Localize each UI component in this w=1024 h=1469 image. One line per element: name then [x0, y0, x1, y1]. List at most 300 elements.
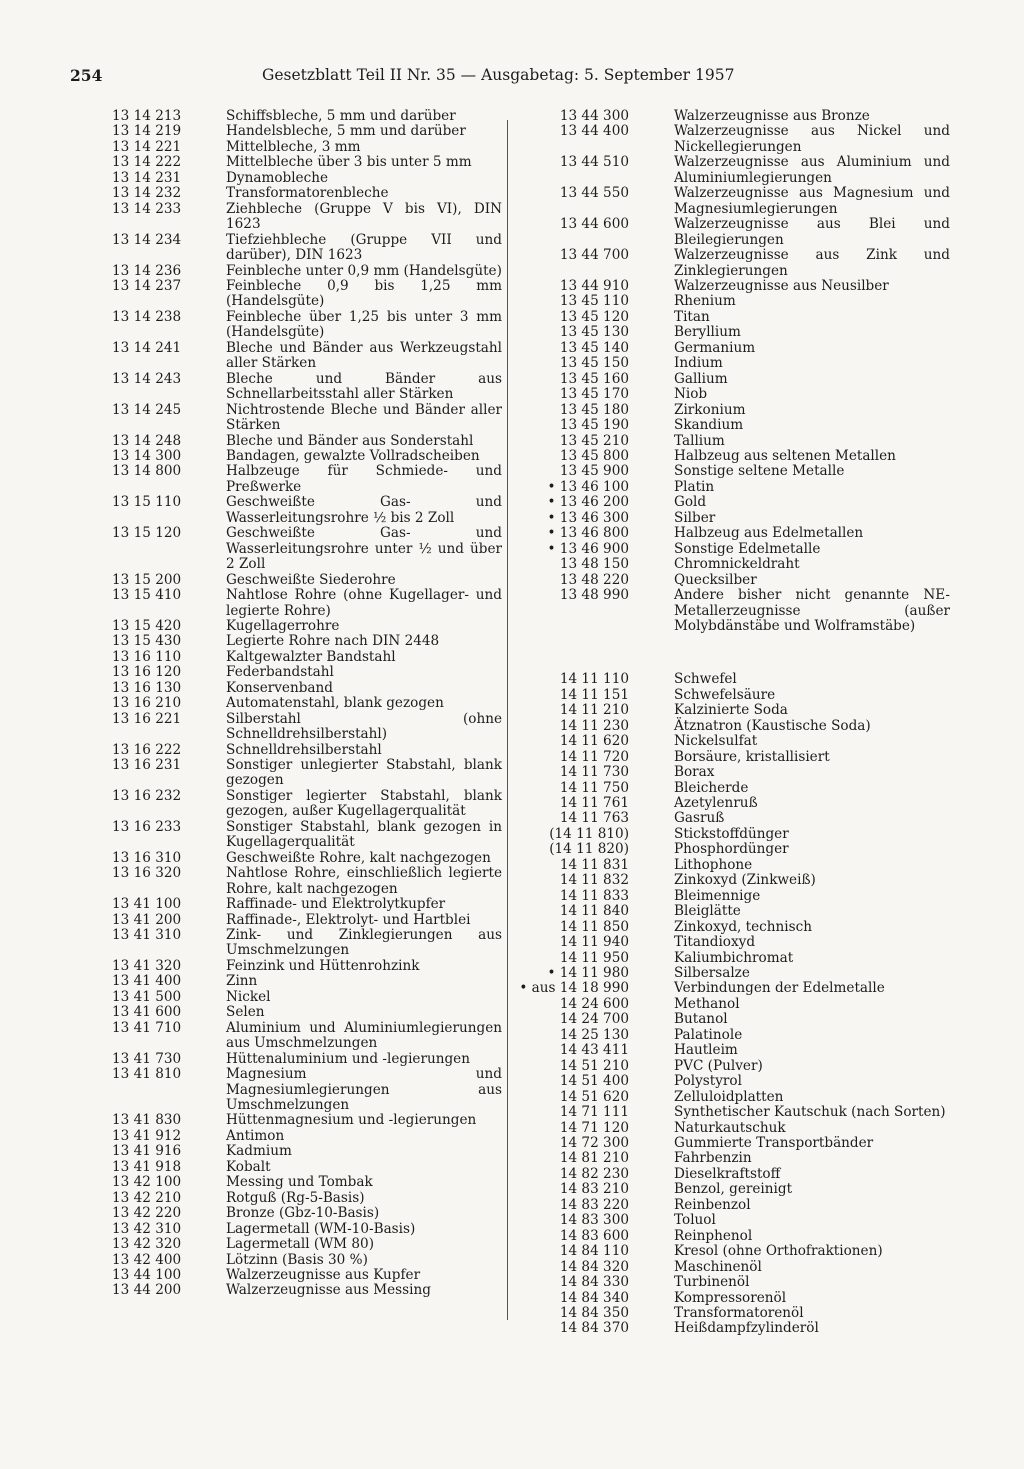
list-item: [112, 573, 502, 588]
item-code: • 13 46 200: [547, 494, 629, 511]
item-code: 13 42 210: [112, 1189, 182, 1206]
item-code: 13 14 300: [112, 447, 182, 464]
list-item: [518, 1213, 950, 1228]
item-name: Phosphordünger: [674, 841, 789, 858]
list-item: [518, 1182, 950, 1197]
list-item: [518, 703, 950, 718]
list-item: [518, 951, 950, 966]
item-code: 14 84 320: [559, 1258, 629, 1275]
list-item: [518, 557, 950, 572]
item-name: Azetylenruß: [674, 795, 758, 812]
list-item: [112, 665, 502, 680]
item-name: Verbindungen der Edelmetalle: [674, 980, 885, 997]
item-name: Bleimennige: [674, 887, 761, 904]
item-code: 14 11 620: [559, 733, 629, 750]
item-name: Halbzeug aus Edelmetallen: [674, 525, 864, 542]
item-code: 13 45 900: [559, 463, 629, 480]
item-code: 13 41 320: [112, 957, 182, 974]
item-name: Aluminium und Aluminiumlegierungen aus Umschmelzungen: [226, 1019, 502, 1052]
item-code: 13 14 234: [112, 231, 182, 248]
item-name: Chromnickeldraht: [674, 556, 800, 573]
item-name: Bleche und Bänder aus Werkzeugstahl aller Stärken: [226, 339, 502, 372]
item-code: 13 14 800: [112, 463, 182, 480]
list-item: [518, 1012, 950, 1027]
list-item: [112, 990, 502, 1005]
item-code: 14 43 411: [559, 1042, 629, 1059]
item-name: Turbinenöl: [674, 1274, 750, 1291]
list-item: [518, 341, 950, 356]
item-name: Rotguß (Rg-5-Basis): [226, 1189, 365, 1206]
item-name: Kalzinierte Soda: [674, 702, 788, 719]
item-name: Skandium: [674, 417, 744, 434]
list-item: [518, 1198, 950, 1213]
item-code: 13 45 190: [559, 417, 629, 434]
item-code: 14 11 833: [559, 887, 629, 904]
list-item: [518, 186, 950, 217]
item-name: Nickelsulfat: [674, 733, 758, 750]
item-code: 13 45 210: [559, 432, 629, 449]
item-name: Tallium: [674, 432, 725, 449]
item-code: 13 16 210: [112, 695, 182, 712]
item-code: 13 44 400: [559, 123, 629, 140]
item-code: 14 83 210: [559, 1181, 629, 1198]
item-code: 14 11 110: [559, 671, 629, 688]
list-item: [112, 372, 502, 403]
column-divider: [507, 120, 508, 1320]
item-name: Heißdampfzylinderöl: [674, 1320, 819, 1337]
item-name: Benzol, gereinigt: [674, 1181, 793, 1198]
list-item: [518, 356, 950, 371]
item-code: • 13 46 300: [547, 509, 629, 526]
item-code: 13 14 233: [112, 200, 182, 217]
item-name: Automatenstahl, blank gezogen: [226, 695, 444, 712]
item-name: Lagermetall (WM 80): [226, 1236, 375, 1253]
list-item: [112, 341, 502, 372]
list-item: [112, 1222, 502, 1237]
item-name: Bleche und Bänder aus Schnellarbeitsstahl aller Stärken: [226, 370, 502, 403]
item-name: Sonstiger Stabstahl, blank gezogen in Kugellagerqualität: [226, 818, 502, 851]
list-item: [518, 1275, 950, 1290]
item-name: Transformatorenöl: [674, 1304, 804, 1321]
list-item: [518, 480, 950, 495]
item-name: Mittelbleche über 3 bis unter 5 mm: [226, 154, 472, 171]
item-code: 14 82 230: [559, 1165, 629, 1182]
item-name: Kadmium: [226, 1143, 292, 1160]
list-item: [518, 1074, 950, 1089]
list-item: [112, 449, 502, 464]
item-name: Feinbleche 0,9 bis 1,25 mm (Handelsgüte): [226, 277, 502, 310]
item-code: 13 44 600: [559, 216, 629, 233]
item-code: 14 71 120: [559, 1119, 629, 1136]
list-item: [112, 913, 502, 928]
item-name: Magnesium und Magnesiumlegierungen aus Umschmelzungen: [226, 1066, 502, 1113]
item-name: Walzerzeugnisse aus Kupfer: [226, 1266, 421, 1283]
list-item: [518, 449, 950, 464]
item-code: 13 14 231: [112, 169, 182, 186]
list-item: [518, 827, 950, 842]
item-name: Palatinole: [674, 1026, 743, 1043]
item-code: 13 14 237: [112, 277, 182, 294]
item-code: 13 16 222: [112, 741, 182, 758]
item-code: 14 11 761: [559, 795, 629, 812]
item-name: Borsäure, kristallisiert: [674, 748, 830, 765]
list-item: [518, 935, 950, 950]
item-code: 14 11 151: [559, 686, 629, 703]
item-name: Bleiglätte: [674, 903, 741, 920]
list-item: [518, 434, 950, 449]
item-code: 14 84 350: [559, 1304, 629, 1321]
list-item: [112, 959, 502, 974]
list-item: [112, 681, 502, 696]
gazette-title: Gesetzblatt Teil II Nr. 35 — Ausgabetag: 5. September 1957: [262, 66, 735, 84]
item-code: 14 84 330: [559, 1274, 629, 1291]
list-item: [112, 310, 502, 341]
list-item: [518, 889, 950, 904]
list-item: [518, 511, 950, 526]
item-code: 13 44 550: [559, 185, 629, 202]
item-code: 13 15 120: [112, 525, 182, 542]
item-name: Zirkonium: [674, 401, 746, 418]
list-item: [518, 1244, 950, 1259]
item-code: 13 14 241: [112, 339, 182, 356]
list-item: [518, 1028, 950, 1043]
list-item: [518, 811, 950, 826]
item-code: 13 42 320: [112, 1236, 182, 1253]
item-code: 14 84 110: [559, 1243, 629, 1260]
list-item: [112, 140, 502, 155]
list-item: [112, 171, 502, 186]
list-item: [112, 758, 502, 789]
item-code: 13 16 231: [112, 757, 182, 774]
list-item: [112, 1268, 502, 1283]
list-item: [518, 588, 950, 634]
item-code: 14 11 950: [559, 949, 629, 966]
item-code: 14 83 220: [559, 1196, 629, 1213]
item-name: Dieselkraftstoff: [674, 1165, 781, 1182]
list-item: [518, 1136, 950, 1151]
item-code: 14 72 300: [559, 1135, 629, 1151]
item-code: 14 83 600: [559, 1227, 629, 1244]
item-name: Kresol (ohne Orthofraktionen): [674, 1243, 883, 1260]
list-item: [518, 858, 950, 873]
item-name: Hüttenmagnesium und -legierungen: [226, 1112, 477, 1129]
item-code: 13 14 243: [112, 370, 182, 387]
item-code: • 14 11 980: [547, 965, 629, 982]
item-name: Konservenband: [226, 679, 333, 696]
list-item: [112, 526, 502, 572]
item-name: Sonstiger unlegierter Stabstahl, blank gezogen: [226, 757, 502, 789]
item-code: 14 24 700: [559, 1011, 629, 1028]
page-header: [70, 66, 970, 86]
item-code: 13 14 222: [112, 154, 182, 171]
item-name: Lagermetall (WM-10-Basis): [226, 1220, 416, 1237]
item-code: 13 16 120: [112, 664, 182, 681]
list-item: [518, 279, 950, 294]
item-name: Kugellagerrohre: [226, 617, 340, 634]
item-code: 13 16 130: [112, 679, 182, 696]
list-item: [518, 796, 950, 811]
item-name: Selen: [226, 1004, 265, 1021]
list-item: [518, 387, 950, 402]
list-item: [518, 981, 950, 996]
list-item: [518, 842, 950, 857]
list-item: [518, 1043, 950, 1058]
list-item: [518, 403, 950, 418]
list-item: [518, 248, 950, 279]
list-item: [112, 279, 502, 310]
item-code: 13 15 200: [112, 571, 182, 588]
list-item: [518, 573, 950, 588]
item-code: 13 41 730: [112, 1050, 182, 1067]
item-code: 13 41 200: [112, 911, 182, 928]
item-code: (14 11 810): [549, 825, 629, 842]
list-item: [112, 712, 502, 743]
item-name: Walzerzeugnisse aus Bronze: [674, 108, 870, 124]
item-name: Titan: [674, 308, 710, 325]
item-name: Synthetischer Kautschuk (nach Sorten): [674, 1104, 946, 1121]
item-code: 14 51 400: [559, 1073, 629, 1090]
item-name: Geschweißte Gas- und Wasserleitungsrohre ½ bis 2 Zoll: [226, 494, 502, 526]
item-name: PVC (Pulver): [674, 1057, 763, 1074]
list-item: [112, 634, 502, 649]
item-name: Kompressorenöl: [674, 1289, 787, 1306]
item-name: Fahrbenzin: [674, 1150, 752, 1167]
item-code: 14 84 340: [559, 1289, 629, 1306]
item-name: Tiefziehbleche (Gruppe VII und darüber), DIN 1623: [226, 231, 502, 264]
item-code: 14 24 600: [559, 995, 629, 1012]
item-code: 13 41 830: [112, 1112, 182, 1129]
item-code: 14 11 763: [559, 810, 629, 827]
list-item: [112, 1067, 502, 1113]
list-item: [518, 217, 950, 248]
item-name: Reinphenol: [674, 1227, 753, 1244]
item-name: Sonstige Edelmetalle: [674, 540, 821, 557]
list-item: [518, 542, 950, 557]
list-item: [518, 1260, 950, 1275]
list-item: [112, 186, 502, 201]
item-code: 13 44 700: [559, 247, 629, 264]
item-code: 14 11 730: [559, 764, 629, 781]
list-item: [112, 1129, 502, 1144]
item-code: 14 81 210: [559, 1150, 629, 1167]
item-name: Nahtlose Rohre (ohne Kugellager- und legierte Rohre): [226, 587, 502, 619]
item-code: 14 11 850: [559, 918, 629, 935]
item-code: 14 11 831: [559, 856, 629, 873]
item-code: 13 15 410: [112, 587, 182, 604]
item-name: Walzerzeugnisse aus Aluminium und Aluminiumlegierungen: [674, 154, 950, 186]
item-name: Kaltgewalzter Bandstahl: [226, 648, 396, 665]
list-item: [112, 1191, 502, 1206]
item-name: Gold: [674, 494, 707, 511]
item-name: Geschweißte Rohre, kalt nachgezogen: [226, 849, 491, 866]
list-item: [518, 765, 950, 780]
item-code: 13 41 916: [112, 1143, 182, 1160]
item-name: Halbzeuge für Schmiede- und Preßwerke: [226, 463, 502, 495]
item-name: Handelsbleche, 5 mm und darüber: [226, 123, 466, 140]
item-name: Gallium: [674, 370, 728, 387]
item-code: 13 14 232: [112, 185, 182, 202]
list-item: [518, 904, 950, 919]
list-item: [518, 1059, 950, 1074]
item-name: Indium: [674, 355, 723, 372]
item-name: Federbandstahl: [226, 664, 334, 681]
item-code: • 13 46 800: [547, 525, 629, 542]
list-item: [518, 418, 950, 433]
list-item: [518, 688, 950, 703]
item-code: 13 41 600: [112, 1004, 182, 1021]
list-item: [112, 820, 502, 851]
item-code: 13 14 236: [112, 262, 182, 279]
list-item: [112, 974, 502, 989]
list-item: [112, 202, 502, 233]
item-code: 13 14 245: [112, 401, 182, 418]
item-code: 13 41 810: [112, 1066, 182, 1083]
item-name: Messing und Tombak: [226, 1174, 373, 1191]
list-item: [518, 1167, 950, 1182]
item-name: Butanol: [674, 1011, 728, 1028]
list-item: [518, 966, 950, 981]
item-name: Reinbenzol: [674, 1196, 751, 1213]
list-item: [112, 851, 502, 866]
item-name: Ätznatron (Kaustische Soda): [674, 717, 871, 734]
item-code: 13 41 710: [112, 1019, 182, 1036]
item-code: 13 44 510: [559, 154, 629, 171]
item-name: Walzerzeugnisse aus Zink und Zinklegierungen: [674, 247, 950, 279]
item-code: 13 44 200: [112, 1282, 182, 1299]
list-item: [518, 310, 950, 325]
list-item: [518, 997, 950, 1012]
item-code: 13 41 918: [112, 1158, 182, 1175]
list-item: [518, 1105, 950, 1120]
item-code: 13 16 233: [112, 818, 182, 835]
item-name: Ziehbleche (Gruppe V bis VI), DIN 1623: [226, 200, 502, 233]
item-code: 13 14 221: [112, 138, 182, 155]
item-code: 14 25 130: [559, 1026, 629, 1043]
item-code: 13 16 320: [112, 865, 182, 882]
item-name: Walzerzeugnisse aus Nickel und Nickellegierungen: [674, 123, 950, 155]
item-name: Silbersalze: [674, 965, 750, 982]
list-item: [112, 1175, 502, 1190]
item-name: Bleicherde: [674, 779, 749, 796]
item-name: Walzerzeugnisse aus Neusilber: [674, 277, 889, 294]
item-code: 13 14 213: [112, 108, 182, 124]
item-code: 13 42 310: [112, 1220, 182, 1237]
list-item: [518, 920, 950, 935]
item-code: 14 83 300: [559, 1212, 629, 1229]
list-item: [112, 1237, 502, 1252]
item-code: 13 42 100: [112, 1174, 182, 1191]
item-code: 13 44 910: [559, 277, 629, 294]
list-item: [112, 1005, 502, 1020]
list-item: [518, 124, 950, 155]
item-name: Raffinade- und Elektrolytkupfer: [226, 896, 446, 913]
list-item: [112, 155, 502, 170]
item-name: Sonstige seltene Metalle: [674, 463, 845, 480]
item-code: 13 45 140: [559, 339, 629, 356]
list-item: [518, 1306, 950, 1321]
list-item: [112, 124, 502, 139]
item-code: 13 41 500: [112, 988, 182, 1005]
item-name: Germanium: [674, 339, 756, 356]
item-name: Sonstiger legierter Stabstahl, blank gezogen, außer Kugellagerqualität: [226, 787, 502, 820]
list-item: [518, 719, 950, 734]
list-item: [518, 372, 950, 387]
list-item: [112, 588, 502, 619]
item-name: Bandagen, gewalzte Vollradscheiben: [226, 447, 480, 464]
list-item: [518, 1229, 950, 1244]
item-code: 14 71 111: [559, 1104, 629, 1121]
item-code: 14 11 840: [559, 903, 629, 920]
list-item: [518, 294, 950, 309]
item-name: Zinn: [226, 973, 258, 990]
item-code: 13 42 400: [112, 1251, 182, 1268]
item-name: Lötzinn (Basis 30 %): [226, 1251, 368, 1268]
item-name: Niob: [674, 386, 708, 403]
item-code: 14 11 750: [559, 779, 629, 796]
item-code: 14 11 940: [559, 934, 629, 951]
item-name: Schiffsbleche, 5 mm und darüber: [226, 108, 456, 124]
list-item: [518, 734, 950, 749]
item-code: 14 11 832: [559, 872, 629, 889]
list-item: [518, 325, 950, 340]
item-code: 13 44 100: [112, 1266, 182, 1283]
list-item: [518, 750, 950, 765]
list-item: [518, 1151, 950, 1166]
item-code: 13 45 120: [559, 308, 629, 325]
list-item: [112, 866, 502, 897]
item-name: Silber: [674, 509, 716, 526]
item-code: 13 16 310: [112, 849, 182, 866]
item-name: Andere bisher nicht genannte NE-Metallerzeugnisse (außer Molybdänstäbe und Wolframstäbe): [674, 587, 950, 634]
item-code: 13 41 400: [112, 973, 182, 990]
item-code: 13 45 150: [559, 355, 629, 372]
item-code: 13 45 130: [559, 324, 629, 341]
item-name: Raffinade-, Elektrolyt- und Hartblei: [226, 911, 471, 928]
item-name: Rhenium: [674, 293, 736, 310]
list-item: [112, 650, 502, 665]
item-name: Walzerzeugnisse aus Messing: [226, 1282, 431, 1299]
item-code: 13 41 100: [112, 896, 182, 913]
list-item: [518, 781, 950, 796]
item-name: Toluol: [674, 1212, 716, 1229]
item-name: Quecksilber: [674, 571, 757, 588]
item-code: 13 16 221: [112, 710, 182, 727]
list-item: [518, 155, 950, 186]
list-item: [112, 1021, 502, 1052]
list-item: [112, 1144, 502, 1159]
item-name: Stickstoffdünger: [674, 825, 789, 842]
item-name: Polystyrol: [674, 1073, 742, 1090]
right-column: [518, 109, 950, 1337]
list-item: [518, 526, 950, 541]
item-code: 13 14 219: [112, 123, 182, 140]
item-code: • 13 46 900: [547, 540, 629, 557]
item-code: 13 48 220: [559, 571, 629, 588]
item-code: 13 41 912: [112, 1127, 182, 1144]
list-item: [112, 928, 502, 959]
list-item: [518, 873, 950, 888]
list-item: [112, 1206, 502, 1221]
item-code: 13 45 160: [559, 370, 629, 387]
item-name: Zinkoxyd, technisch: [674, 918, 812, 935]
item-name: Lithophone: [674, 856, 753, 873]
item-name: Platin: [674, 478, 715, 495]
item-code: 13 41 310: [112, 927, 182, 944]
list-item: [518, 1291, 950, 1306]
item-code: • aus 14 18 990: [519, 980, 629, 997]
item-name: Walzerzeugnisse aus Magnesium und Magnesiumlegierungen: [674, 185, 950, 217]
item-code: 13 44 300: [559, 108, 629, 124]
